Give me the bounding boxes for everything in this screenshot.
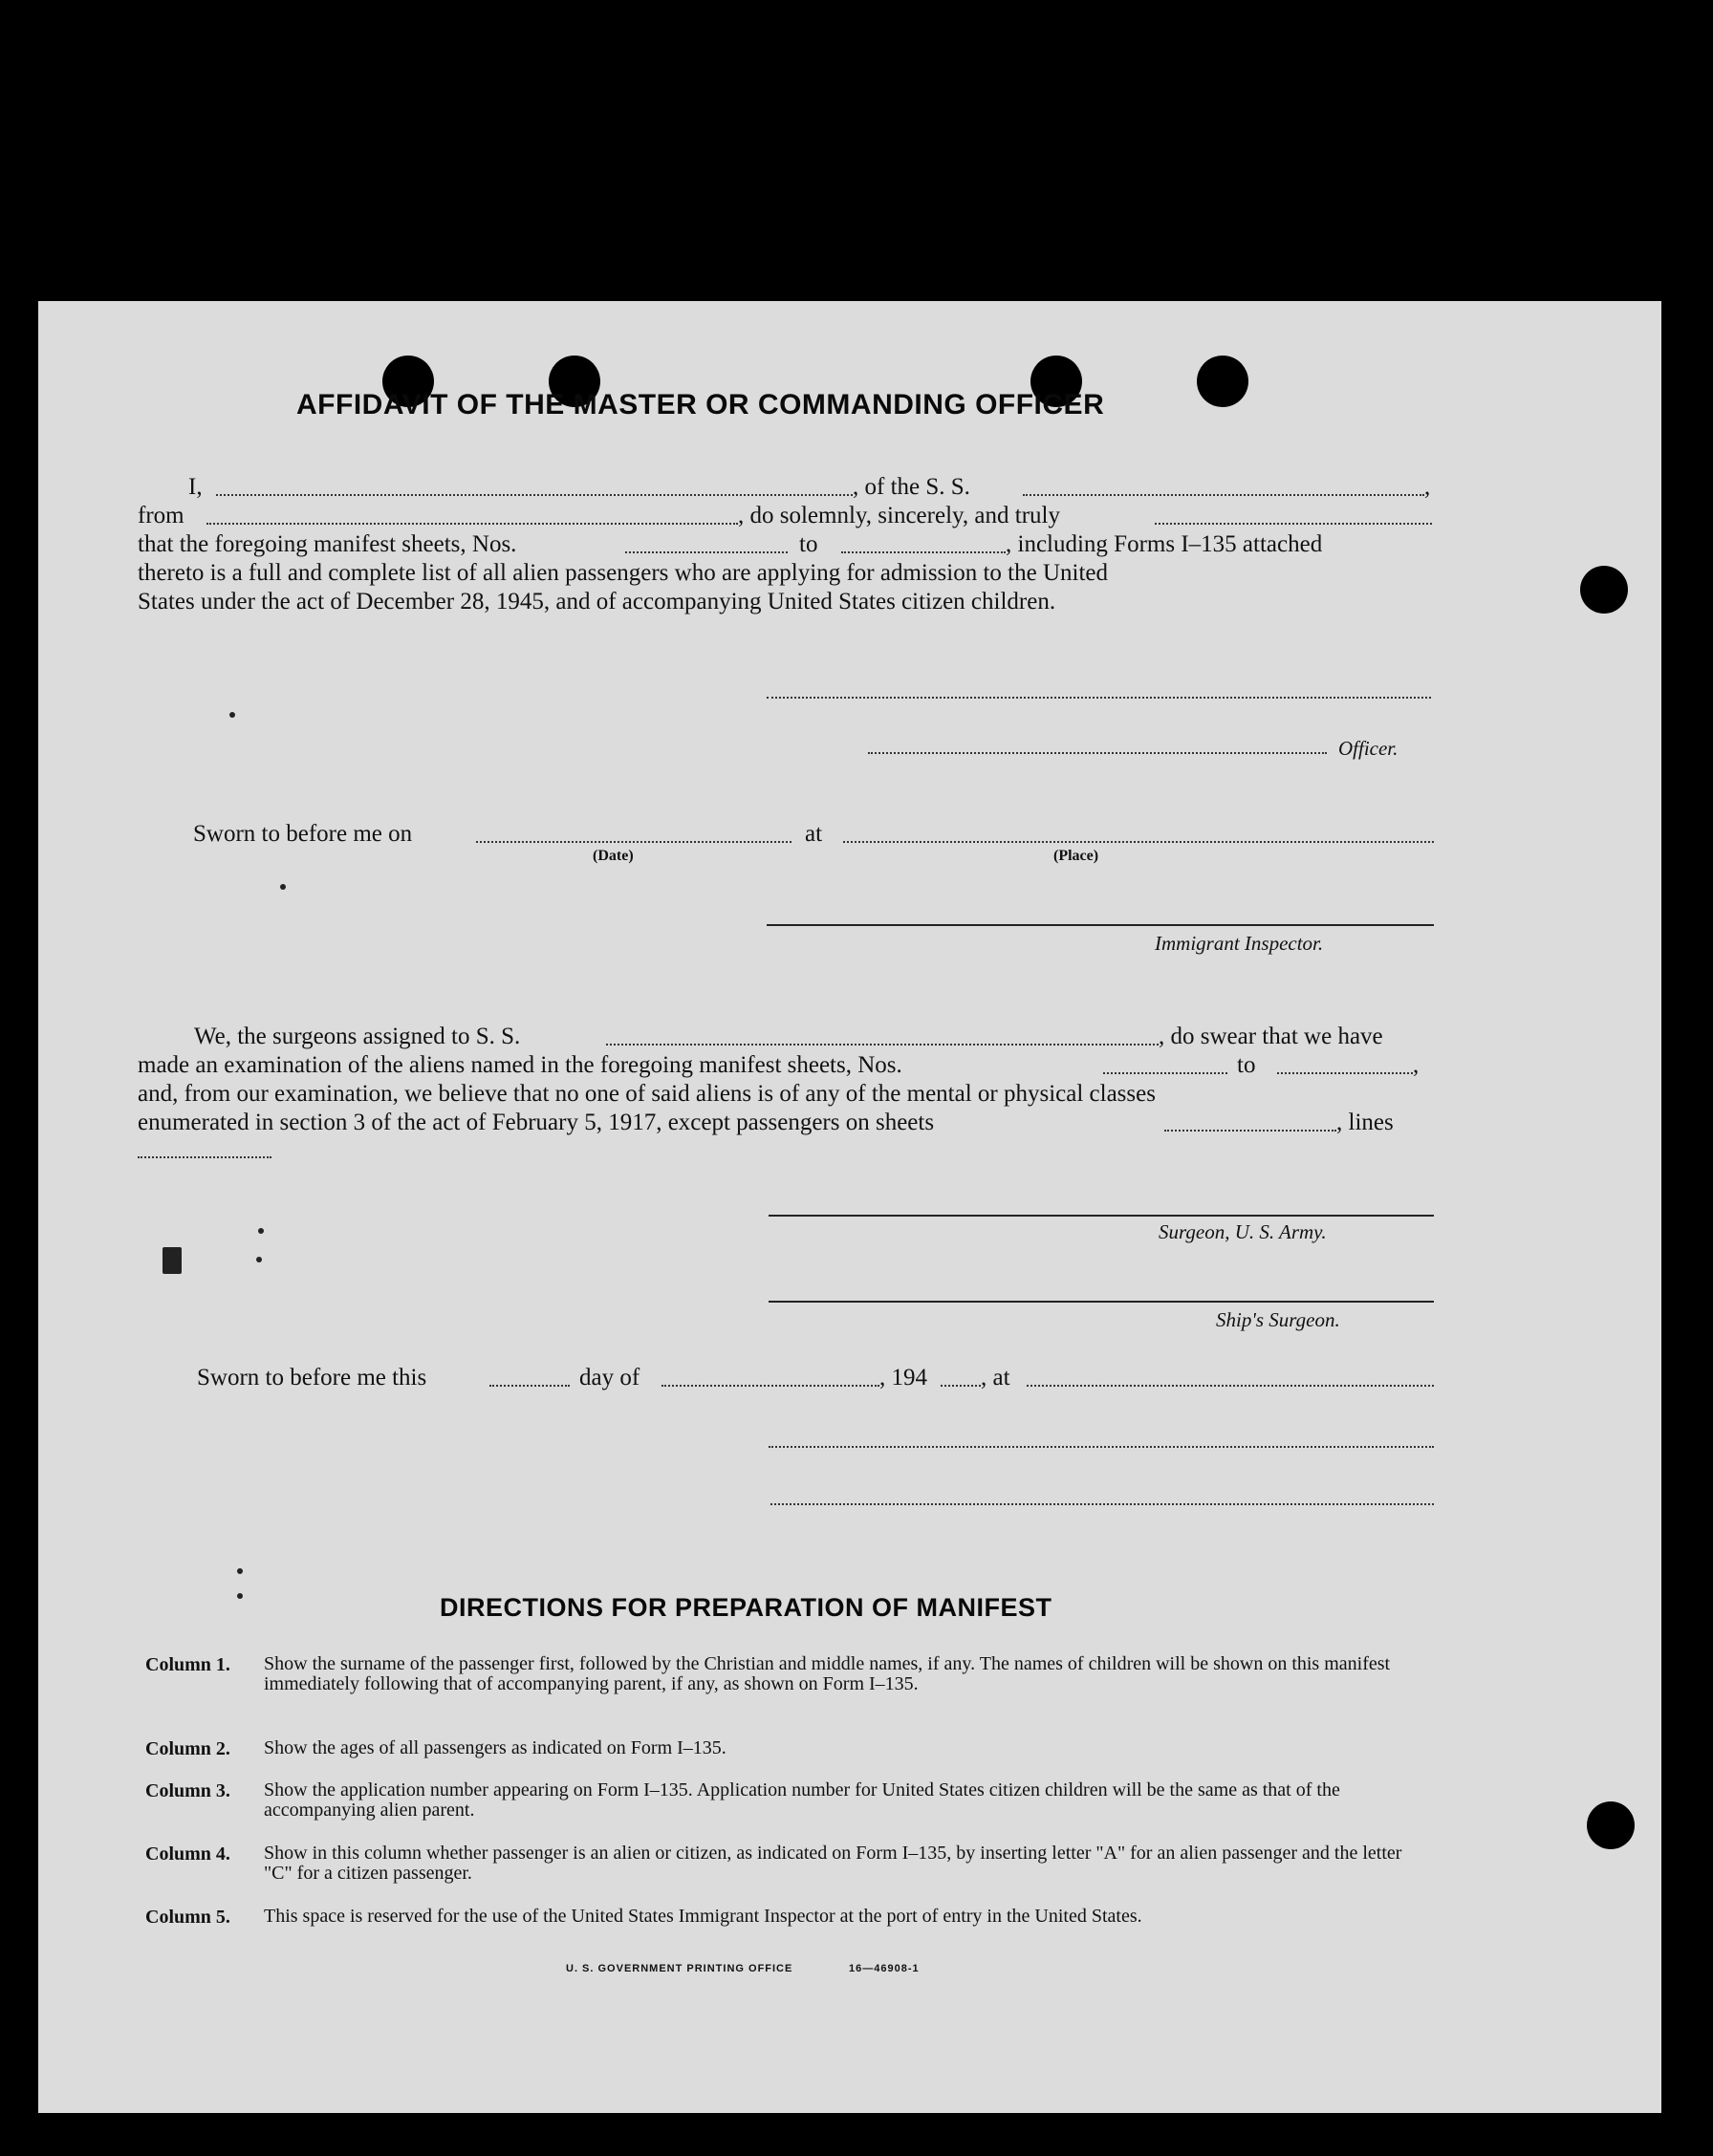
ship-name-field[interactable] [1023,494,1424,496]
affidavit-line2-mid: , do solemnly, sincerely, and truly [738,503,1060,528]
affidavit-line1-mid: , of the S. S. [853,474,970,500]
sworn-year-field[interactable] [941,1385,981,1387]
affidavit-title: AFFIDAVIT OF THE MASTER OR COMMANDING OFFICER [296,389,1105,420]
affidavit-line3-end: , including Forms I–135 attached [1006,531,1323,557]
affidavit-line3-mid: to [799,531,818,557]
surgeons-line2-lead: made an examination of the aliens named in the foregoing manifest sheets, Nos. [138,1052,902,1078]
column-5-label: Column 5. [145,1907,230,1928]
speck [229,712,235,718]
sworn-date-field[interactable] [476,841,791,843]
form-page [38,301,1661,2113]
column-4-text: Show in this column whether passenger is an alien or citizen, as indicated on Form I–135, by inserting letter "A" for an alien passenger and the letter "C" for a citizen passenger. [264,1843,1402,1884]
surgeons-line2-end: , [1413,1052,1420,1078]
surgeons-sheets-from-field[interactable] [1103,1072,1227,1074]
army-surgeon-signature-line[interactable] [769,1215,1434,1217]
column-3-text: Show the application number appearing on Form I–135. Application number for United States citizen children will be the same as that of the accompanying alien parent. [264,1779,1340,1821]
column-4-label: Column 4. [145,1843,230,1865]
sworn1-at: at [805,821,823,847]
surgeons-line2-to: to [1237,1052,1256,1078]
sworn2-lead: Sworn to before me this [197,1365,427,1391]
printing-office-label: U. S. GOVERNMENT PRINTING OFFICE [566,1963,793,1974]
inspector-label: Immigrant Inspector. [1155,932,1324,955]
punch-hole [1587,1801,1635,1849]
speck [237,1593,243,1599]
surgeons-line4-end: , lines [1336,1110,1394,1135]
form-code-label: 16—46908-1 [849,1963,920,1974]
column-1-text: Show the surname of the passenger first, followed by the Christian and middle names, if any. The names of children will be shown on this manifest immediately following that of accompanying parent, if any, as shown on Form I–135. [264,1653,1391,1694]
except-sheets-field[interactable] [1164,1130,1336,1132]
sheets-from-field[interactable] [625,551,788,553]
affidavit-line1-end: , [1424,474,1431,500]
except-lines-field[interactable] [138,1156,271,1158]
ship-surgeon-signature-line[interactable] [769,1301,1434,1303]
officer-signature-field[interactable] [868,752,1327,754]
inspector-signature-line[interactable] [767,924,1434,926]
speck [237,1568,243,1574]
from-port-field[interactable] [206,523,738,525]
affidavit-line2-lead: from [138,503,184,528]
sworn2-place-field[interactable] [1027,1385,1434,1387]
column-1-label: Column 1. [145,1654,230,1675]
affidavit-line1-lead: I, [188,474,203,500]
sworn1-lead: Sworn to before me on [193,821,413,847]
surgeons-line4-lead: enumerated in section 3 of the act of February 5, 1917, except passengers on sheets [138,1110,935,1135]
affidavit-line2-blank[interactable] [1155,523,1432,525]
column-3-label: Column 3. [145,1780,230,1801]
speck [258,1228,264,1234]
affidavit-line4: thereto is a full and complete list of all alien passengers who are applying for admission to the United [138,560,1109,586]
speck [256,1257,262,1262]
column-2-label: Column 2. [145,1738,230,1759]
column-5-text: This space is reserved for the use of the United States Immigrant Inspector at the port of entry in the United States. [264,1906,1142,1927]
sworn2-at: , at [981,1365,1010,1391]
sworn2-dayof: day of [579,1365,640,1391]
punch-hole [1197,356,1248,407]
place-label: (Place) [1053,848,1099,864]
master-name-field[interactable] [216,494,853,496]
sworn2-signature-field-2[interactable] [770,1503,1434,1505]
surgeons-ship-field[interactable] [606,1044,1159,1046]
directions-title: DIRECTIONS FOR PREPARATION OF MANIFEST [440,1593,1052,1622]
surgeons-line1-lead: We, the surgeons assigned to S. S. [194,1024,521,1049]
speck [163,1247,182,1274]
sworn-month-field[interactable] [661,1385,879,1387]
speck [280,884,286,890]
sworn-day-field[interactable] [489,1385,570,1387]
surgeons-line1-end: , do swear that we have [1159,1024,1383,1049]
sheets-to-field[interactable] [841,551,1006,553]
sworn-place-field[interactable] [843,841,1434,843]
surgeons-line3: and, from our examination, we believe that no one of said aliens is of any of the mental or physical classes [138,1081,1156,1107]
column-2-text: Show the ages of all passengers as indicated on Form I–135. [264,1737,726,1758]
master-signature-field[interactable] [767,697,1431,699]
punch-hole [1580,566,1628,614]
officer-label: Officer. [1338,737,1399,760]
date-label: (Date) [593,848,634,864]
sworn2-signature-field-1[interactable] [769,1446,1434,1448]
sworn2-year: , 194 [879,1365,927,1391]
army-surgeon-label: Surgeon, U. S. Army. [1159,1220,1327,1243]
affidavit-line5: States under the act of December 28, 1945, and of accompanying United States citizen children. [138,589,1056,614]
surgeons-sheets-to-field[interactable] [1277,1072,1413,1074]
ship-surgeon-label: Ship's Surgeon. [1216,1308,1340,1331]
affidavit-line3-lead: that the foregoing manifest sheets, Nos. [138,531,517,557]
